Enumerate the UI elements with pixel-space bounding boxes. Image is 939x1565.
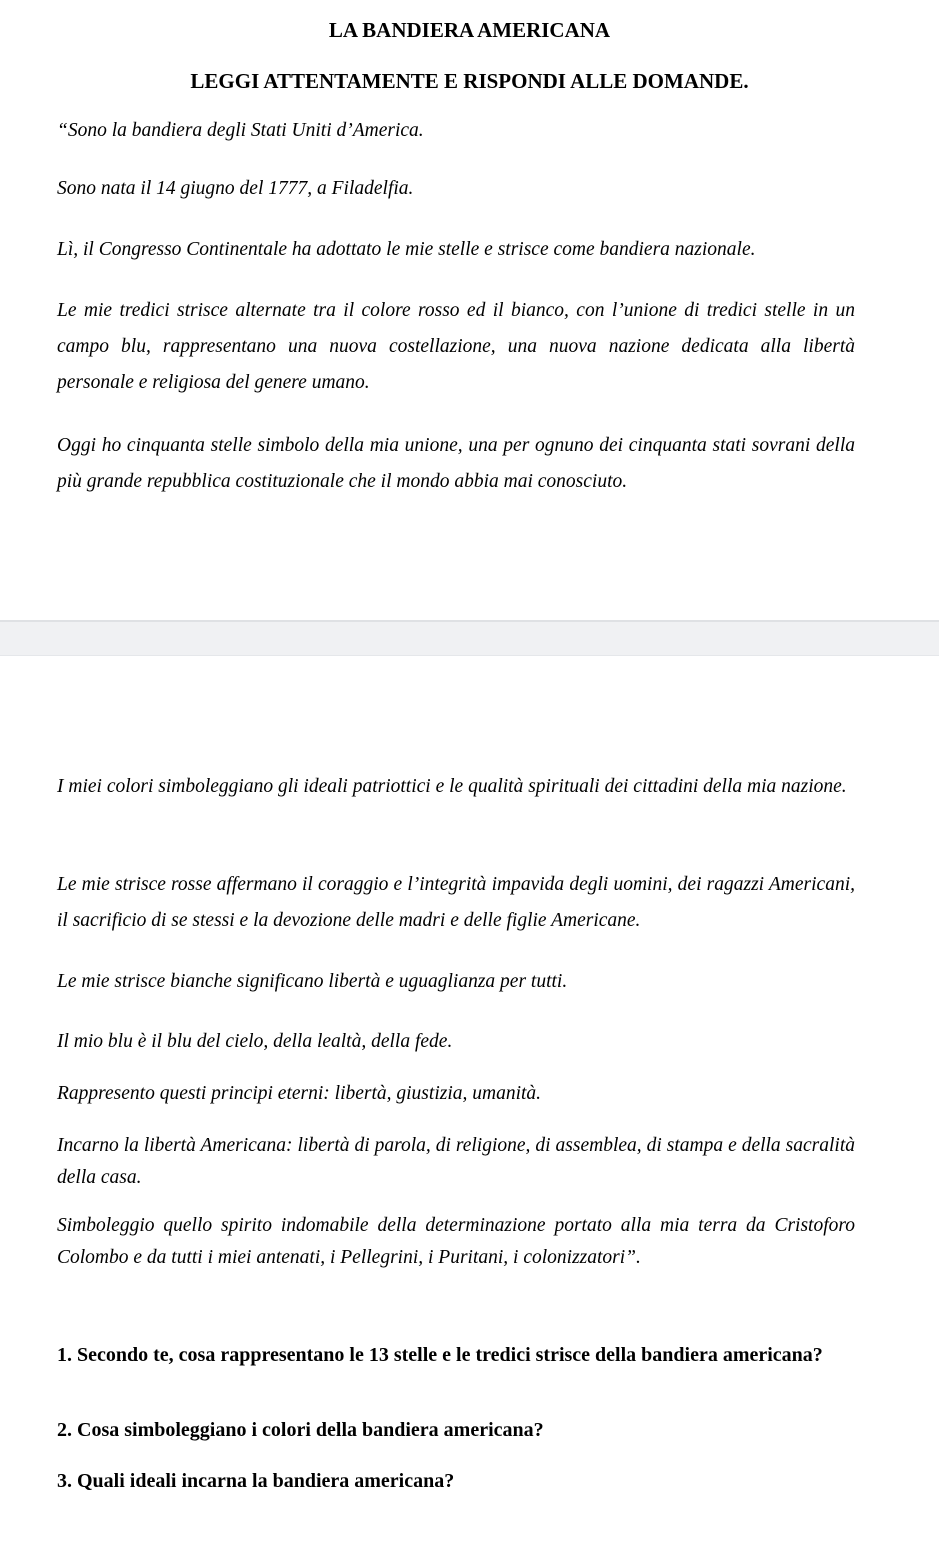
- passage-paragraph-2: Sono nata il 14 giugno del 1777, a Filadelfia.: [57, 178, 414, 199]
- passage-paragraph-3: Lì, il Congresso Continentale ha adottato le mie stelle e strisce come bandiera nazionale.: [57, 239, 756, 260]
- document-page-1: [0, 0, 939, 620]
- question-2: 2. Cosa simboleggiano i colori della bandiera americana?: [57, 1419, 544, 1441]
- page-separator: [0, 620, 939, 656]
- question-1: 1. Secondo te, cosa rappresentano le 13 stelle e le tredici strisce della bandiera americana?: [57, 1344, 823, 1366]
- passage-paragraph-8: Le mie strisce bianche significano libertà e uguaglianza per tutti.: [57, 971, 568, 992]
- document-page-2: [0, 656, 939, 1565]
- document-instructions: LEGGI ATTENTAMENTE E RISPONDI ALLE DOMANDE.: [190, 69, 749, 93]
- passage-paragraph-6: I miei colori simboleggiano gli ideali patriottici e le qualità spirituali dei cittadini della mia nazione.: [57, 776, 847, 797]
- document-title: LA BANDIERA AMERICANA: [328, 18, 611, 42]
- passage-paragraph-9: Il mio blu è il blu del cielo, della lealtà, della fede.: [57, 1031, 453, 1052]
- passage-paragraph-12: Simboleggio quello spirito indomabile della determinazione portato alla mia terra da Cristoforo Colombo e da tutti i miei antenati, i Pellegrini, i Puritani, i colonizzatori”.: [57, 1215, 855, 1268]
- passage-paragraph-1: “Sono la bandiera degli Stati Uniti d’America.: [57, 120, 424, 141]
- passage-paragraph-7: Le mie strisce rosse affermano il coraggio e l’integrità impavida degli uomini, dei ragazzi Americani, il sacrificio di se stessi e la devozione delle madri e delle figlie Americane.: [57, 874, 855, 931]
- question-3: 3. Quali ideali incarna la bandiera americana?: [57, 1470, 455, 1492]
- passage-paragraph-4: Le mie tredici strisce alternate tra il colore rosso ed il bianco, con l’unione di tredici stelle in un campo blu, rappresentano una nuova costellazione, una nuova nazione dedicata alla libertà personale e religiosa del genere umano.: [57, 300, 855, 393]
- passage-paragraph-10: Rappresento questi principi eterni: libertà, giustizia, umanità.: [57, 1083, 542, 1104]
- passage-paragraph-11: Incarno la libertà Americana: libertà di parola, di religione, di assemblea, di stampa e della sacralità della casa.: [57, 1135, 855, 1188]
- passage-paragraph-5: Oggi ho cinquanta stelle simbolo della mia unione, una per ognuno dei cinquanta stati sovrani della più grande repubblica costituzionale che il mondo abbia mai conosciuto.: [57, 435, 855, 492]
